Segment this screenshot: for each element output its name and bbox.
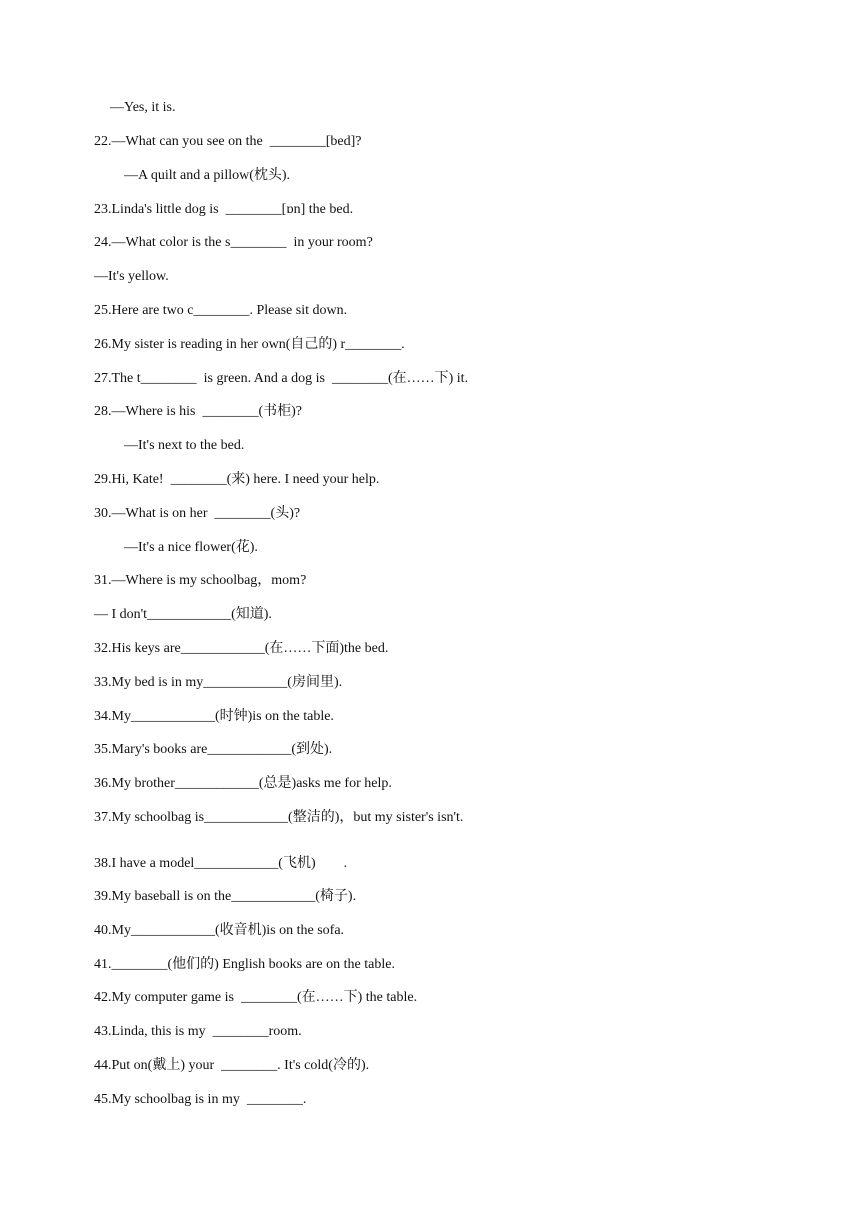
question-line: 25.Here are two c________. Please sit down. — [94, 303, 348, 318]
question-line: 28.—Where is his ________(书柜)? — [94, 404, 303, 419]
question-line: 37.My schoolbag is____________(整洁的)，but my sister's isn't. — [94, 810, 464, 825]
answer-line: —It's a nice flower(花). — [124, 540, 258, 555]
question-line: 33.My bed is in my____________(房间里). — [94, 675, 343, 690]
question-line: 23.Linda's little dog is ________[ɒn] the bed. — [94, 202, 354, 217]
question-line: 32.His keys are____________(在……下面)the bed. — [94, 641, 389, 656]
question-line: 42.My computer game is ________(在……下) the table. — [94, 990, 418, 1005]
question-line: 35.Mary's books are____________(到处). — [94, 742, 333, 757]
answer-line: —It's next to the bed. — [124, 438, 245, 453]
question-line: 38.I have a model____________(飞机) . — [94, 856, 348, 871]
answer-line: —Yes, it is. — [110, 100, 176, 115]
answer-line: —It's yellow. — [94, 269, 169, 284]
question-line: 36.My brother____________(总是)asks me for help. — [94, 776, 392, 791]
question-line: 39.My baseball is on the____________(椅子). — [94, 889, 357, 904]
question-line: 22.—What can you see on the ________[bed]? — [94, 134, 362, 149]
question-line: 41.________(他们的) English books are on the table. — [94, 957, 395, 972]
answer-line: —A quilt and a pillow(枕头). — [124, 168, 291, 183]
question-line: 31.—Where is my schoolbag，mom? — [94, 573, 307, 588]
question-line: 34.My____________(时钟)is on the table. — [94, 709, 334, 724]
answer-line: — I don't____________(知道). — [94, 607, 272, 622]
question-line: 27.The t________ is green. And a dog is ________(在……下) it. — [94, 371, 469, 386]
question-line: 26.My sister is reading in her own(自己的) r________. — [94, 337, 405, 352]
question-line: 45.My schoolbag is in my ________. — [94, 1092, 307, 1107]
question-line: 29.Hi, Kate! ________(来) here. I need your help. — [94, 472, 380, 487]
question-line: 24.—What color is the s________ in your room? — [94, 235, 373, 250]
question-line: 43.Linda, this is my ________room. — [94, 1024, 302, 1039]
question-line: 30.—What is on her ________(头)? — [94, 506, 301, 521]
question-line: 44.Put on(戴上) your ________. It's cold(冷的). — [94, 1058, 370, 1073]
question-line: 40.My____________(收音机)is on the sofa. — [94, 923, 345, 938]
